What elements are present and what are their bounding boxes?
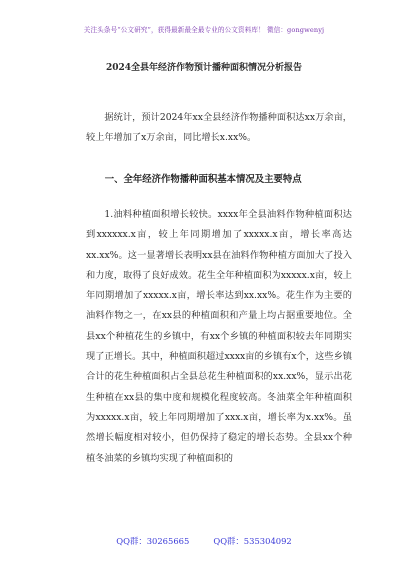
document-title: 2024全县年经济作物预计播种面积情况分析报告 (105, 63, 303, 73)
section-heading: 一、全年经济作物播种面积基本情况及主要特点 (104, 174, 302, 185)
intro-paragraph: 据统计，预计2024年xx全县经济作物播种面积达xx万余亩，较上年增加了x万余亩，同比增长x.xx%。 (86, 112, 352, 144)
section-paragraph: 1.油料种植面积增长较快。xxxx年全县油料作物种植面积达到xxxxxx.x亩，较上年同期增加了xxxxx.x亩，增长率高达xx.xx%。这一显著增长表明xx县在油料作物种植方面加大了投入和力度，取得了良好成效。花生全年种植面积为xxxxx.x亩，较上年同期增加了xxxxx.x亩，增长率达到xx.xx%。花生作为主要的油料作物之一，在xx县的种植面积和产量上均占据重要地位。全县xx个种植花生的乡镇中，有xx个乡镇的种植面积较去年同期实现了正增长。其中，种植面积超过xxxx亩的乡镇有x个，这些乡镇合计的花生种植面积占全县总花生种植面积的xx.xx%，显示出花生种植在xx县的集中度和规模化程度较高。冬油菜全年种植面积为xxxxx.x亩，较上年同期增加了xxx.x亩，增长率为x.xx%。虽然增长幅度相对较小，但仍保持了稳定的增长态势。全县xx个种植冬油菜的乡镇均实现了种植面积的 (86, 209, 352, 464)
qq-group-2: QQ群：535304092 (213, 536, 292, 546)
qq-group-1: QQ群：30265665 (116, 536, 190, 546)
footer-banner (0, 535, 408, 547)
header-banner: 关注头条号“公文研究”，获得最新最全最专业的公文资料库！ 微信：gongwenyj (83, 26, 325, 34)
